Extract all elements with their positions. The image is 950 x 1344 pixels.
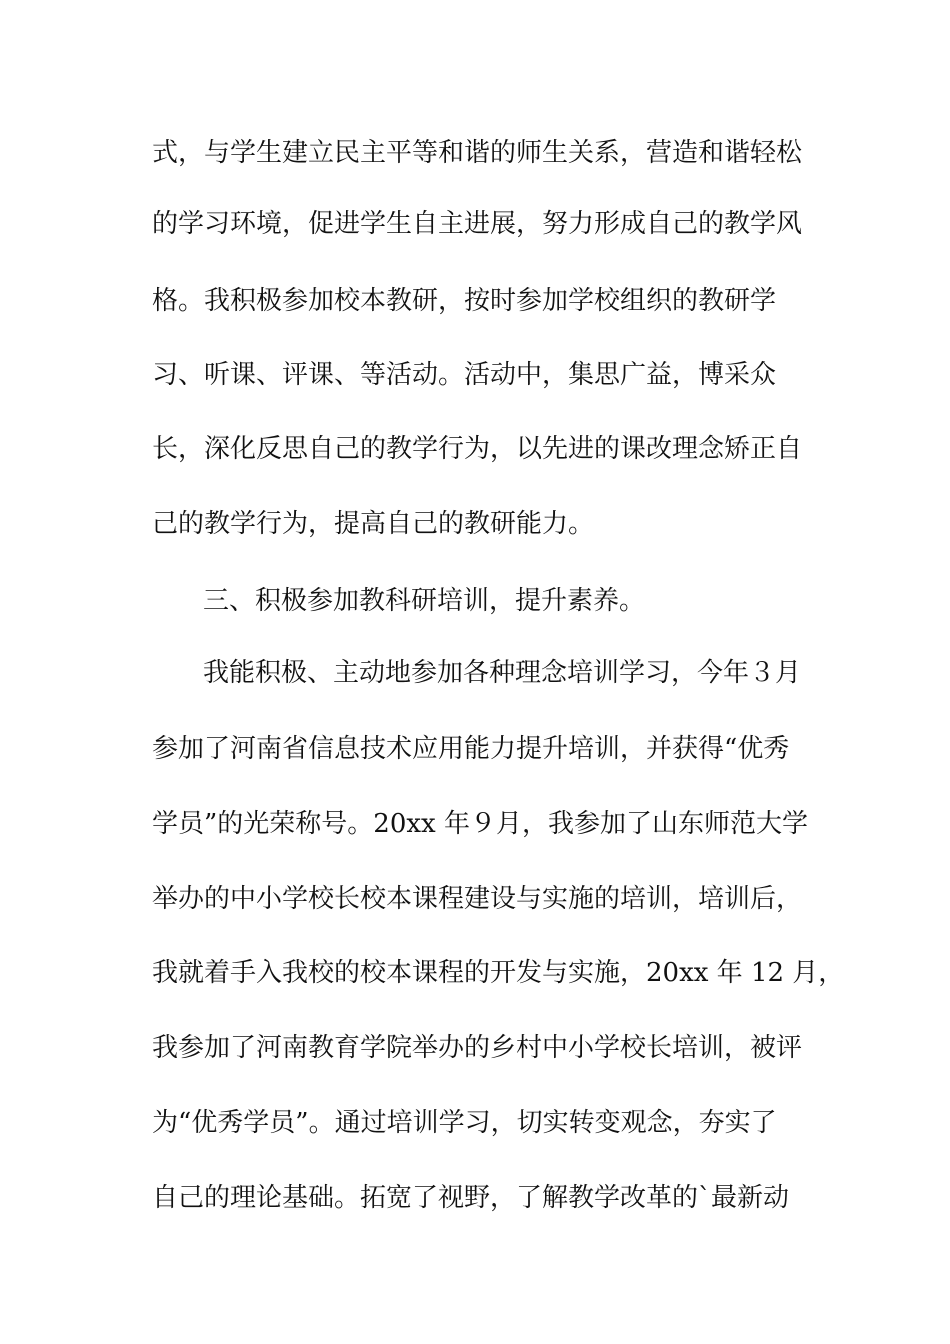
text-line-10: 学员”的光荣称号。20xx 年９月，我参加了山东师范大学 [152,809,808,839]
text-line-2: 的学习环境，促进学生自主进展，努力形成自己的教学风 [152,209,803,239]
text-line-14: 为“优秀学员”。通过培训学习，切实转变观念，夯实了 [152,1108,777,1138]
text-line-3: 格。我积极参加校本教研，按时参加学校组织的教研学 [152,286,777,316]
text-line-1: 式，与学生建立民主平等和谐的师生关系，营造和谐轻松 [152,138,803,168]
text-line-13: 我参加了河南教育学院举办的乡村中小学校长培训，被评 [152,1033,803,1063]
text-line-9: 参加了河南省信息技术应用能力提升培训，并获得“优秀 [152,734,790,764]
text-line-11: 举办的中小学校长校本课程建设与实施的培训，培训后， [152,884,803,914]
text-line-6: 己的教学行为，提高自己的教研能力。 [152,509,595,539]
text-line-12: 我就着手入我校的校本课程的开发与实施，20xx 年 12 月， [152,958,845,988]
section-heading: 三、积极参加教科研培训，提升素养。 [203,586,646,616]
text-line-5: 长，深化反思自己的教学行为，以先进的课改理念矫正自 [152,434,803,464]
text-line-15: 自己的理论基础。拓宽了视野，了解教学改革的`最新动 [152,1183,790,1213]
text-line-8: 我能积极、主动地参加各种理念培训学习，今年３月 [203,658,802,688]
text-line-4: 习、听课、评课、等活动。活动中，集思广益，博采众 [152,360,777,390]
